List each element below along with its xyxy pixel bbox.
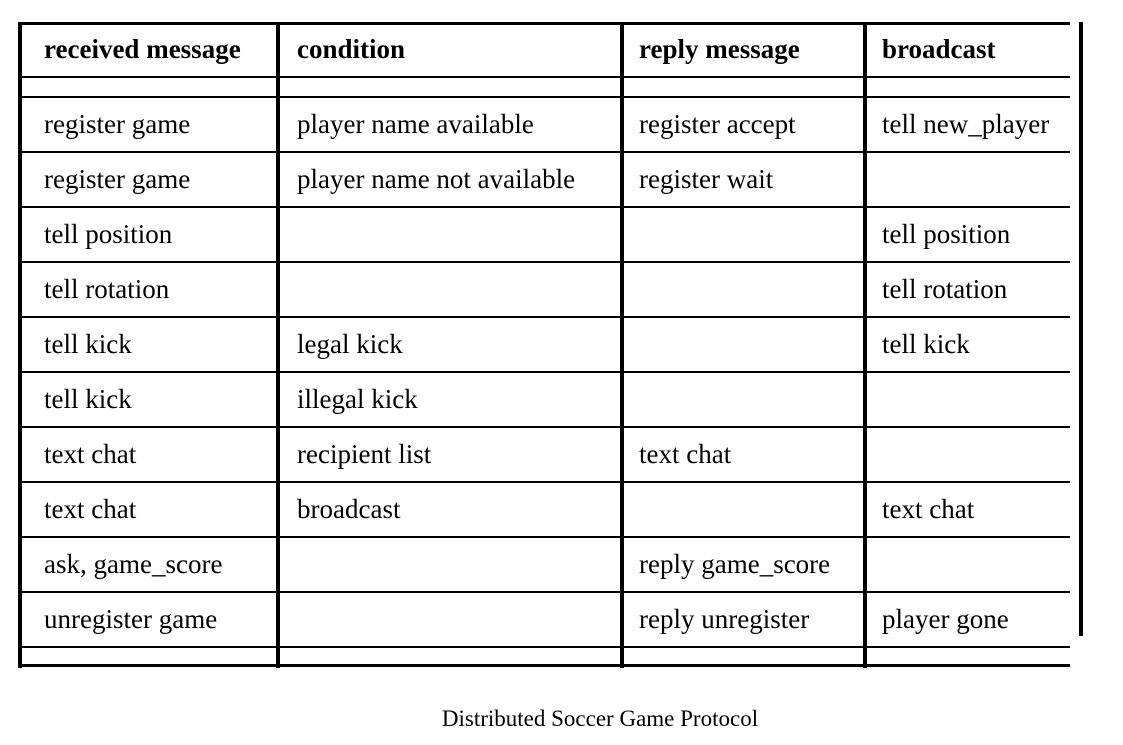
table-rule-horizontal [18,261,1070,263]
table-cell: recipient list [297,439,432,469]
table-cell: register game [44,164,191,194]
table-cell: player name not available [297,164,576,194]
table-rule-horizontal [18,22,1070,25]
column-header: broadcast [882,34,996,64]
table-rule-horizontal [18,151,1070,153]
table-rule-horizontal [18,536,1070,538]
table-rule-vertical [1079,22,1083,636]
table-rule-horizontal [18,426,1070,428]
table-cell: text chat [44,439,137,469]
table-cell: reply game_score [639,549,831,579]
table-cell: ask, game_score [44,549,223,579]
table-cell: tell kick [44,329,132,359]
table-rule-horizontal [18,664,1070,667]
table-rule-vertical [620,22,624,668]
table-rule-horizontal [18,591,1070,593]
column-header: condition [297,34,406,64]
table-rule-horizontal [18,481,1070,483]
table-cell: register wait [639,164,774,194]
table-cell: legal kick [297,329,403,359]
table-cell: text chat [44,494,137,524]
table-cell: tell kick [44,384,132,414]
table-rule-vertical [276,22,280,668]
table-cell: register accept [639,109,796,139]
table-rule-vertical [863,22,867,668]
table-cell: tell position [44,219,173,249]
table-caption: Distributed Soccer Game Protocol [441,706,759,731]
table-cell: player gone [882,604,1009,634]
table-cell: register game [44,109,191,139]
column-header: received message [44,34,241,64]
table-cell: tell kick [882,329,970,359]
table-rule-vertical [18,22,22,668]
table-cell: text chat [882,494,975,524]
table-cell: player name available [297,109,534,139]
table-cell: tell rotation [882,274,1008,304]
table-cell: tell new_player [882,109,1050,139]
table-cell: reply unregister [639,604,810,634]
table-rule-horizontal [18,76,1070,78]
table-rule-horizontal [18,206,1070,208]
table-cell: unregister game [44,604,218,634]
table-cell: text chat [639,439,732,469]
table-rule-horizontal [18,316,1070,318]
table-rule-horizontal [18,96,1070,98]
protocol-table [18,22,1088,668]
table-cell: broadcast [297,494,401,524]
table-rule-horizontal [18,371,1070,373]
table-cell: illegal kick [297,384,418,414]
table-cell: tell position [882,219,1011,249]
table-cell: tell rotation [44,274,170,304]
column-header: reply message [639,34,800,64]
table-rule-horizontal [18,646,1070,648]
